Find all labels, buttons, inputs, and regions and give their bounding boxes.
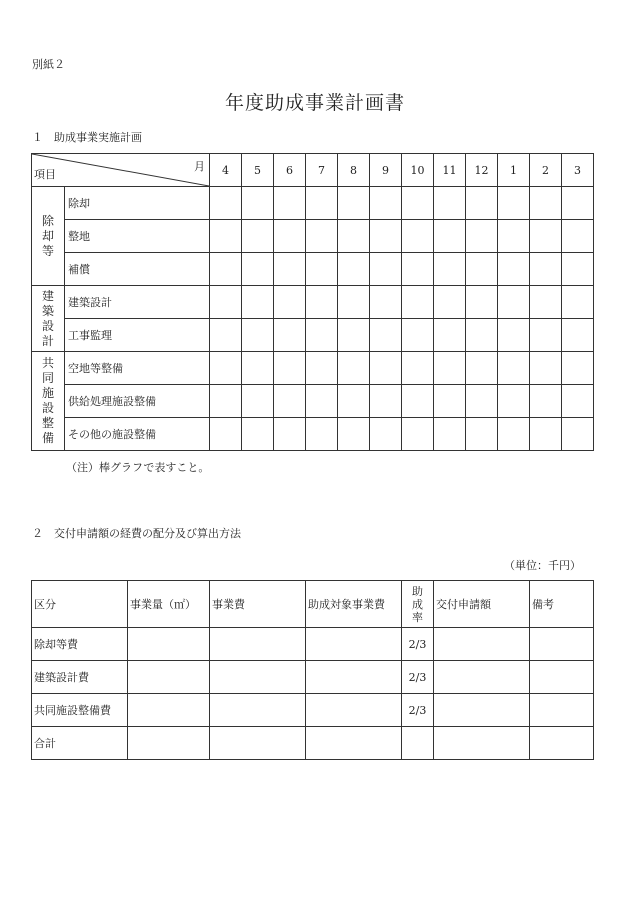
schedule-cell[interactable] [466,253,498,286]
schedule-cell[interactable] [370,253,402,286]
budget-rate-value: 2/3 [402,628,434,661]
plan-row [32,220,594,253]
month-col-header: 6 [274,154,306,187]
plan-header-row [32,154,594,187]
plan-row [32,187,594,220]
schedule-cell[interactable] [242,286,274,319]
schedule-cell[interactable] [338,286,370,319]
plan-task-label: 空地等整備 [65,352,210,385]
schedule-cell[interactable] [530,319,562,352]
budget-value-cell[interactable] [434,727,530,760]
schedule-cell[interactable] [306,187,338,220]
month-header-label: 月 [194,160,205,173]
month-col-header: 3 [562,154,594,187]
schedule-cell[interactable] [370,352,402,385]
month-col-header: 10 [402,154,434,187]
schedule-cell[interactable] [274,385,306,418]
plan-task-label: 工事監理 [65,319,210,352]
schedule-cell[interactable] [402,319,434,352]
schedule-cell[interactable] [498,385,530,418]
budget-row [32,661,594,694]
schedule-cell[interactable] [210,286,242,319]
month-col-header: 8 [338,154,370,187]
schedule-cell[interactable] [242,352,274,385]
schedule-cell[interactable] [562,253,594,286]
budget-value-cell[interactable] [306,628,402,661]
schedule-cell[interactable] [210,220,242,253]
schedule-cell[interactable] [370,418,402,451]
document-title: 年度助成事業計画書 [224,92,405,114]
budget-value-cell[interactable] [210,694,306,727]
schedule-cell[interactable] [402,253,434,286]
schedule-cell[interactable] [562,418,594,451]
schedule-cell[interactable] [242,220,274,253]
schedule-cell[interactable] [466,385,498,418]
budget-rate-value: 2/3 [402,661,434,694]
plan-group-label: 除却等 [42,213,55,258]
schedule-cell[interactable] [466,418,498,451]
corner-diagonal [32,154,209,186]
plan-row [32,253,594,286]
budget-row [32,694,594,727]
budget-col-header-rate [402,581,434,628]
section2-heading: ２ 交付申請額の経費の配分及び算出方法 [32,527,241,540]
schedule-cell[interactable] [274,286,306,319]
budget-col-header: 備考 [530,581,594,628]
schedule-cell[interactable] [466,220,498,253]
budget-row [32,727,594,760]
schedule-cell[interactable] [242,253,274,286]
item-header-label: 項目 [34,168,56,181]
budget-value-cell[interactable] [128,694,210,727]
schedule-cell[interactable] [306,319,338,352]
plan-row [32,286,594,319]
annex-label: 別紙２ [32,58,65,71]
budget-value-cell[interactable] [306,727,402,760]
month-col-header: 5 [242,154,274,187]
schedule-cell[interactable] [242,385,274,418]
month-col-header: 1 [498,154,530,187]
schedule-cell[interactable] [242,418,274,451]
schedule-cell[interactable] [434,187,466,220]
budget-value-cell[interactable] [434,694,530,727]
schedule-cell[interactable] [434,418,466,451]
schedule-cell[interactable] [338,220,370,253]
budget-header-row [32,581,594,628]
schedule-cell[interactable] [338,385,370,418]
month-col-header: 9 [370,154,402,187]
budget-value-cell[interactable] [530,628,594,661]
plan-group-cell [32,352,65,451]
schedule-cell[interactable] [210,253,242,286]
schedule-cell[interactable] [210,187,242,220]
schedule-cell[interactable] [434,286,466,319]
plan-group-label: 共同施設整備 [42,356,55,445]
schedule-cell[interactable] [498,418,530,451]
budget-value-cell[interactable] [128,661,210,694]
budget-value-cell[interactable] [434,661,530,694]
schedule-cell[interactable] [306,286,338,319]
plan-task-label: 供給処理施設整備 [65,385,210,418]
month-col-header: 2 [530,154,562,187]
budget-value-cell[interactable] [128,727,210,760]
schedule-cell[interactable] [530,286,562,319]
plan-row [32,352,594,385]
budget-col-header: 区分 [32,581,128,628]
schedule-cell[interactable] [498,286,530,319]
schedule-cell[interactable] [274,253,306,286]
budget-col-header: 助成対象事業費 [306,581,402,628]
schedule-cell[interactable] [434,319,466,352]
schedule-cell[interactable] [434,253,466,286]
schedule-cell[interactable] [338,418,370,451]
plan-group-label: 建築設計 [42,288,55,348]
budget-row-label: 建築設計費 [32,661,128,694]
plan-task-label: 建築設計 [65,286,210,319]
chart-note: （注）棒グラフで表すこと。 [66,461,210,474]
schedule-cell[interactable] [370,319,402,352]
schedule-cell[interactable] [530,187,562,220]
schedule-cell[interactable] [562,187,594,220]
budget-col-header: 交付申請額 [434,581,530,628]
schedule-cell[interactable] [370,187,402,220]
schedule-cell[interactable] [402,418,434,451]
budget-allocation-table [31,580,594,760]
schedule-cell[interactable] [530,385,562,418]
budget-value-cell[interactable] [210,661,306,694]
schedule-cell[interactable] [466,286,498,319]
schedule-cell[interactable] [530,352,562,385]
budget-row-label: 共同施設整備費 [32,694,128,727]
schedule-cell[interactable] [274,319,306,352]
plan-task-label: その他の施設整備 [65,418,210,451]
schedule-cell[interactable] [274,418,306,451]
plan-row [32,319,594,352]
schedule-cell[interactable] [562,220,594,253]
schedule-cell[interactable] [306,220,338,253]
schedule-cell[interactable] [210,352,242,385]
schedule-cell[interactable] [434,352,466,385]
rate-header-text: 助成率 [412,584,423,624]
budget-rate-value: 2/3 [402,694,434,727]
schedule-cell[interactable] [306,385,338,418]
month-col-header: 4 [210,154,242,187]
schedule-cell[interactable] [242,187,274,220]
schedule-cell[interactable] [402,352,434,385]
schedule-cell[interactable] [338,319,370,352]
budget-value-cell[interactable] [306,694,402,727]
schedule-cell[interactable] [338,253,370,286]
budget-row [32,628,594,661]
schedule-cell[interactable] [498,187,530,220]
schedule-cell[interactable] [274,352,306,385]
budget-value-cell[interactable] [128,628,210,661]
budget-value-cell[interactable] [530,661,594,694]
schedule-cell[interactable] [562,286,594,319]
schedule-cell[interactable] [274,220,306,253]
plan-row [32,418,594,451]
plan-row [32,385,594,418]
plan-corner-cell [32,154,210,187]
plan-task-label: 補償 [65,253,210,286]
month-col-header: 7 [306,154,338,187]
budget-value-cell[interactable] [530,727,594,760]
schedule-cell[interactable] [530,253,562,286]
schedule-cell[interactable] [530,220,562,253]
schedule-cell[interactable] [370,220,402,253]
schedule-cell[interactable] [498,352,530,385]
budget-row-label: 除却等費 [32,628,128,661]
schedule-cell[interactable] [530,418,562,451]
budget-value-cell[interactable] [210,628,306,661]
schedule-cell[interactable] [274,187,306,220]
plan-group-cell [32,187,65,286]
implementation-plan-table [31,153,594,451]
plan-group-cell [32,286,65,352]
unit-label: （単位：千円） [504,559,581,572]
section1-heading: １ 助成事業実施計画 [32,131,142,144]
schedule-cell[interactable] [402,385,434,418]
schedule-cell[interactable] [370,385,402,418]
schedule-cell[interactable] [562,352,594,385]
budget-value-cell[interactable] [434,628,530,661]
schedule-cell[interactable] [338,352,370,385]
budget-rate-value [402,727,434,760]
schedule-cell[interactable] [338,187,370,220]
budget-row-label: 合計 [32,727,128,760]
schedule-cell[interactable] [210,385,242,418]
month-col-header: 12 [466,154,498,187]
schedule-cell[interactable] [434,220,466,253]
schedule-cell[interactable] [306,418,338,451]
schedule-cell[interactable] [370,286,402,319]
schedule-cell[interactable] [466,187,498,220]
budget-value-cell[interactable] [210,727,306,760]
plan-task-label: 除却 [65,187,210,220]
budget-col-header: 事業量（㎡） [128,581,210,628]
schedule-cell[interactable] [434,385,466,418]
schedule-cell[interactable] [402,220,434,253]
month-col-header: 11 [434,154,466,187]
budget-value-cell[interactable] [530,694,594,727]
budget-col-header: 事業費 [210,581,306,628]
budget-value-cell[interactable] [306,661,402,694]
schedule-cell[interactable] [306,352,338,385]
schedule-cell[interactable] [210,418,242,451]
schedule-cell[interactable] [498,319,530,352]
schedule-cell[interactable] [562,319,594,352]
schedule-cell[interactable] [498,220,530,253]
schedule-cell[interactable] [210,319,242,352]
schedule-cell[interactable] [498,253,530,286]
schedule-cell[interactable] [306,253,338,286]
schedule-cell[interactable] [562,385,594,418]
plan-task-label: 整地 [65,220,210,253]
schedule-cell[interactable] [242,319,274,352]
schedule-cell[interactable] [402,187,434,220]
schedule-cell[interactable] [466,352,498,385]
schedule-cell[interactable] [402,286,434,319]
schedule-cell[interactable] [466,319,498,352]
